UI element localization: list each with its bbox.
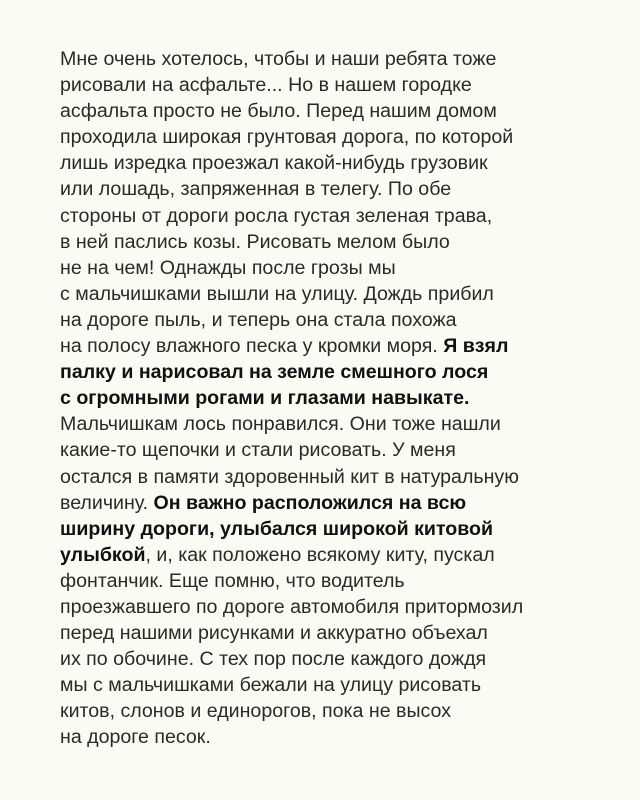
text-line	[60, 698, 620, 724]
text-segment: лишь изредка проезжал какой-нибудь грузовик	[60, 152, 488, 175]
text-segment: на полосу влажного песка у кромки моря.	[60, 335, 444, 358]
text-line	[60, 490, 620, 516]
text-line	[60, 46, 620, 72]
text-line	[60, 437, 620, 463]
text-line	[60, 594, 620, 620]
text-segment: асфальта просто не было. Перед нашим домом	[60, 100, 497, 123]
text-segment: проезжавшего по дороге автомобиля притормозил	[60, 595, 524, 618]
text-segment: фонтанчик. Еще помню, что водитель	[60, 569, 405, 592]
text-line	[60, 307, 620, 333]
text-segment: , и, как положено всякому киту, пускал	[145, 543, 495, 566]
text-line	[60, 229, 620, 255]
bold-text-segment: улыбкой	[60, 543, 146, 566]
text-line	[60, 724, 620, 750]
text-line	[60, 568, 620, 594]
text-line	[60, 124, 620, 150]
text-line	[60, 464, 620, 490]
text-line	[60, 255, 620, 281]
text-line	[60, 72, 620, 98]
text-segment: величину.	[60, 491, 154, 514]
text-segment: на дороге песок.	[60, 726, 211, 749]
text-segment: какие-то щепочки и стали рисовать. У меня	[60, 439, 456, 462]
bold-text-segment: с огромными рогами и глазами навыкате.	[60, 387, 470, 410]
text-line	[60, 385, 620, 411]
text-segment: Мальчишкам лось понравился. Они тоже нашли	[60, 413, 501, 436]
bold-text-segment: ширину дороги, улыбался широкой китовой	[60, 517, 494, 540]
text-line	[60, 150, 620, 176]
bold-text-segment: палку и нарисовал на земле смешного лося	[60, 361, 489, 384]
text-segment: остался в памяти здоровенный кит в натуральную	[60, 465, 519, 488]
text-segment: стороны от дороги росла густая зеленая трава,	[60, 204, 493, 227]
text-segment: проходила широкая грунтовая дорога, по которой	[60, 126, 514, 149]
text-line	[60, 516, 620, 542]
text-line	[60, 672, 620, 698]
text-line	[60, 333, 620, 359]
text-segment: их по обочине. С тех пор после каждого дождя	[60, 648, 487, 671]
text-line	[60, 359, 620, 385]
text-line	[60, 176, 620, 202]
text-segment: на дороге пыль, и теперь она стала похожа	[60, 308, 457, 331]
text-line	[60, 281, 620, 307]
text-segment: или лошадь, запряженная в телегу. По обе	[60, 178, 452, 201]
text-segment: перед нашими рисунками и аккуратно объехал	[60, 622, 488, 645]
bold-text-segment: Он важно расположился на всю	[153, 491, 467, 514]
article-text	[60, 46, 620, 751]
text-line	[60, 542, 620, 568]
text-line	[60, 203, 620, 229]
bold-text-segment: Я взял	[443, 335, 509, 358]
text-line	[60, 98, 620, 124]
text-segment: не на чем! Однажды после грозы мы	[60, 256, 396, 279]
text-segment: с мальчишками вышли на улицу. Дождь прибил	[60, 282, 494, 305]
text-segment: мы с мальчишками бежали на улицу рисовать	[60, 674, 482, 697]
text-line	[60, 620, 620, 646]
text-segment: Мне очень хотелось, чтобы и наши ребята тоже	[60, 48, 497, 70]
text-line	[60, 411, 620, 437]
text-line	[60, 646, 620, 672]
text-segment: в ней паслись козы. Рисовать мелом было	[60, 230, 450, 253]
text-segment: китов, слонов и единорогов, пока не высох	[60, 700, 452, 723]
text-segment: рисовали на асфальте... Но в нашем городке	[60, 74, 472, 97]
